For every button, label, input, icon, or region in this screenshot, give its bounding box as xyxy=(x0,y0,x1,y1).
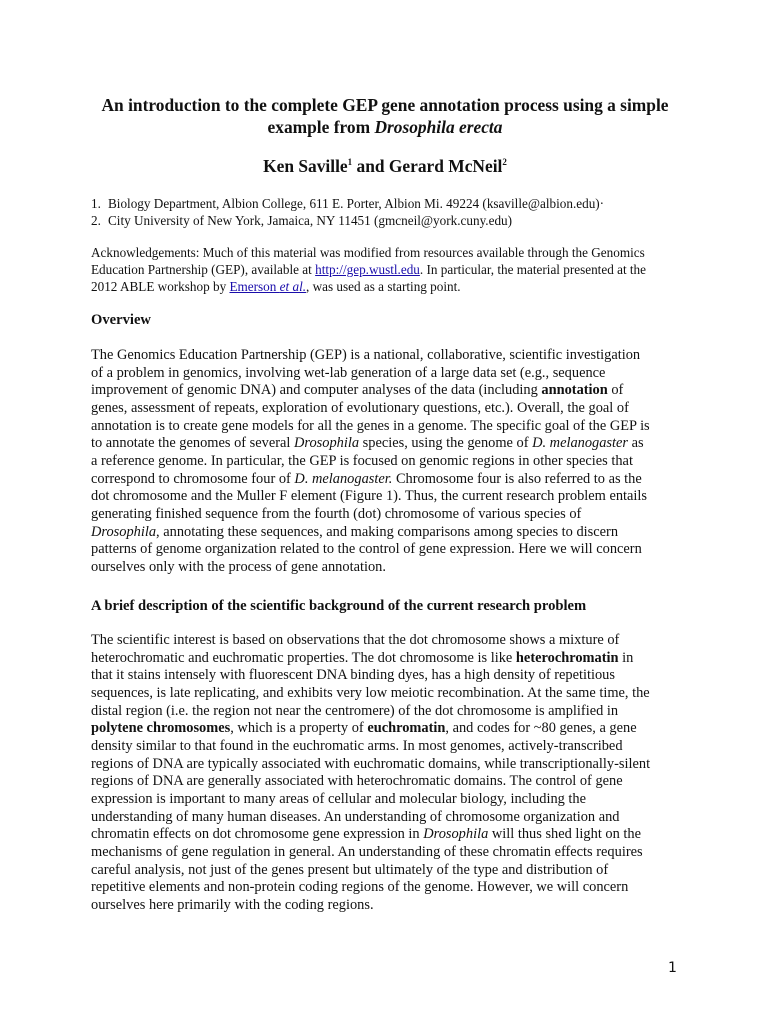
gep-website-link[interactable]: http://gep.wustl.edu xyxy=(315,262,420,277)
text-line xyxy=(91,524,691,542)
title-species: Drosophila erecta xyxy=(374,117,503,137)
author-list xyxy=(60,156,710,177)
text-line: dot chromosome and the Muller F element (Figure 1). Thus, the current research problem entails xyxy=(91,488,648,505)
text-line: sequences, is late replicating, and exhibits very low meiotic recombination. At the same time, the xyxy=(91,684,650,701)
text-span: Chromosome four is also referred to as the xyxy=(392,470,642,487)
italic-term: D. melanogaster xyxy=(532,435,629,452)
text-line: expression is important to many areas of cellular and molecular biology, including the xyxy=(91,790,587,807)
text-line: understanding of many human diseases. An understanding of chromosome organization and xyxy=(91,808,620,825)
text-line: patterns of genome organization related to the control of gene expression. Here we will concern xyxy=(91,541,642,558)
ack-text: Education Partnership (GEP), available at xyxy=(91,262,316,277)
overview-heading: Overview xyxy=(91,312,151,328)
text-line: annotation is to create gene models for all the genes in a genome. The specific goal of the GEP is xyxy=(91,417,650,434)
text-line xyxy=(91,382,691,400)
text-line: The scientific interest is based on observations that the dot chromosome shows a mixture of xyxy=(91,632,620,648)
ack-line xyxy=(91,278,691,295)
overview-paragraph xyxy=(91,347,691,577)
text-span: to annotate the genomes of several xyxy=(91,435,294,452)
text-line: density similar to that found in the euchromatic arms. In most genomes, actively-transcribed xyxy=(91,737,623,754)
italic-term: D. melanogaster. xyxy=(294,470,393,487)
bold-term: euchromatin xyxy=(367,720,446,737)
affiliation-text: Biology Department, Albion College, 611 E. Porter, Albion Mi. 49224 (ksaville@albion.edu)· xyxy=(108,196,605,211)
link-text[interactable]: Emerson xyxy=(229,279,280,294)
bold-term: polytene chromosomes xyxy=(91,720,231,737)
text-span: as xyxy=(628,435,644,452)
text-span: in xyxy=(618,649,634,666)
italic-term: Drosophila xyxy=(423,826,489,843)
author-1-affiliation: 1 xyxy=(347,157,353,168)
text-line: genes, assessment of repeats, exploration of evolutionary questions, etc.). Overall, the goal of xyxy=(91,399,629,416)
background-heading: A brief description of the scientific background of the current research problem xyxy=(91,598,587,614)
italic-term: Drosophila xyxy=(294,435,360,452)
affiliation-text: City University of New York, Jamaica, NY 11451 (gmcneil@york.cuny.edu) xyxy=(108,213,513,228)
author-1: Ken Saville xyxy=(263,156,348,176)
author-2: and Gerard McNeil xyxy=(352,156,503,176)
text-line xyxy=(91,826,691,844)
affiliation-2 xyxy=(91,213,691,229)
text-span: of xyxy=(607,382,624,399)
ack-text: . In particular, the material presented at the xyxy=(419,262,647,277)
title-line-1: An introduction to the complete GEP gene annotation process using a simple xyxy=(101,95,669,115)
text-line: regions of DNA are generally associated with heterochromatic domains. The control of gene xyxy=(91,773,623,790)
text-span: species, using the genome of xyxy=(359,435,533,452)
bold-term: annotation xyxy=(541,382,608,399)
text-span: correspond to chromosome four of xyxy=(91,470,295,487)
text-line xyxy=(91,650,691,668)
document-title xyxy=(60,94,710,138)
title-text: example from xyxy=(267,117,375,137)
affiliation-number: 1. xyxy=(91,196,101,211)
text-span: heterochromatic and euchromatic properties. The dot chromosome is like xyxy=(91,649,516,666)
link-text-italic[interactable]: et al. xyxy=(279,279,307,294)
text-line xyxy=(91,720,691,738)
text-line xyxy=(91,435,691,453)
text-span: improvement of genomic DNA) and computer analyses of the data (including xyxy=(91,382,542,399)
emerson-reference-link[interactable] xyxy=(229,279,306,294)
affiliation-1 xyxy=(91,196,691,212)
affiliation-number: 2. xyxy=(91,213,101,228)
italic-term: Drosophila xyxy=(91,523,157,540)
text-span: , which is a property of xyxy=(230,720,368,737)
bold-term: heterochromatin xyxy=(515,649,619,666)
text-span: , and codes for ~80 genes, a gene xyxy=(445,720,637,737)
text-line: regions of DNA are typically associated with euchromatic domains, while transcriptionally-silent xyxy=(91,755,651,772)
text-line: careful analysis, not just of the genes present but ultimately of the type and distribution of xyxy=(91,861,609,878)
text-line: The Genomics Education Partnership (GEP) is a national, collaborative, scientific investigation xyxy=(91,347,641,363)
text-line: ourselves here primarily with the coding regions. xyxy=(91,896,374,913)
acknowledgements xyxy=(91,244,691,295)
ack-text: 2012 ABLE workshop by xyxy=(91,279,230,294)
text-line xyxy=(91,471,691,489)
title-line-2 xyxy=(60,116,710,138)
ack-text: , was used as a starting point. xyxy=(306,279,461,294)
text-span: , annotating these sequences, and making comparisons among species to discern xyxy=(156,523,619,540)
text-span: will thus shed light on the xyxy=(488,826,641,843)
text-line: a reference genome. In particular, the GEP is focused on genomic regions in other species that xyxy=(91,452,633,469)
text-line: distal region (i.e. the region not near the centromere) of the dot chromosome is amplified in xyxy=(91,702,619,719)
text-line: of a problem in genomics, involving wet-lab generation of a large data set (e.g., sequence xyxy=(91,364,606,381)
text-line: repetitive elements and non-protein coding regions of the genome. However, we will concern xyxy=(91,879,629,896)
author-2-affiliation: 2 xyxy=(502,157,507,168)
text-line: that it stains intensely with fluorescent DNA binding dyes, has a high density of repetitious xyxy=(91,667,615,684)
background-paragraph xyxy=(91,632,691,915)
ack-line: Acknowledgements: Much of this material was modified from resources available through the Genomics xyxy=(91,245,645,260)
text-span: chromatin effects on dot chromosome gene expression in xyxy=(91,826,424,843)
page-number: 1 xyxy=(668,960,677,976)
text-line: mechanisms of gene regulation in general. An understanding of these chromatin effects requires xyxy=(91,843,643,860)
ack-line xyxy=(91,261,691,278)
text-line: generating finished sequence from the fourth (dot) chromosome of various species of xyxy=(91,505,582,522)
text-line: ourselves only with the process of gene annotation. xyxy=(91,558,386,575)
